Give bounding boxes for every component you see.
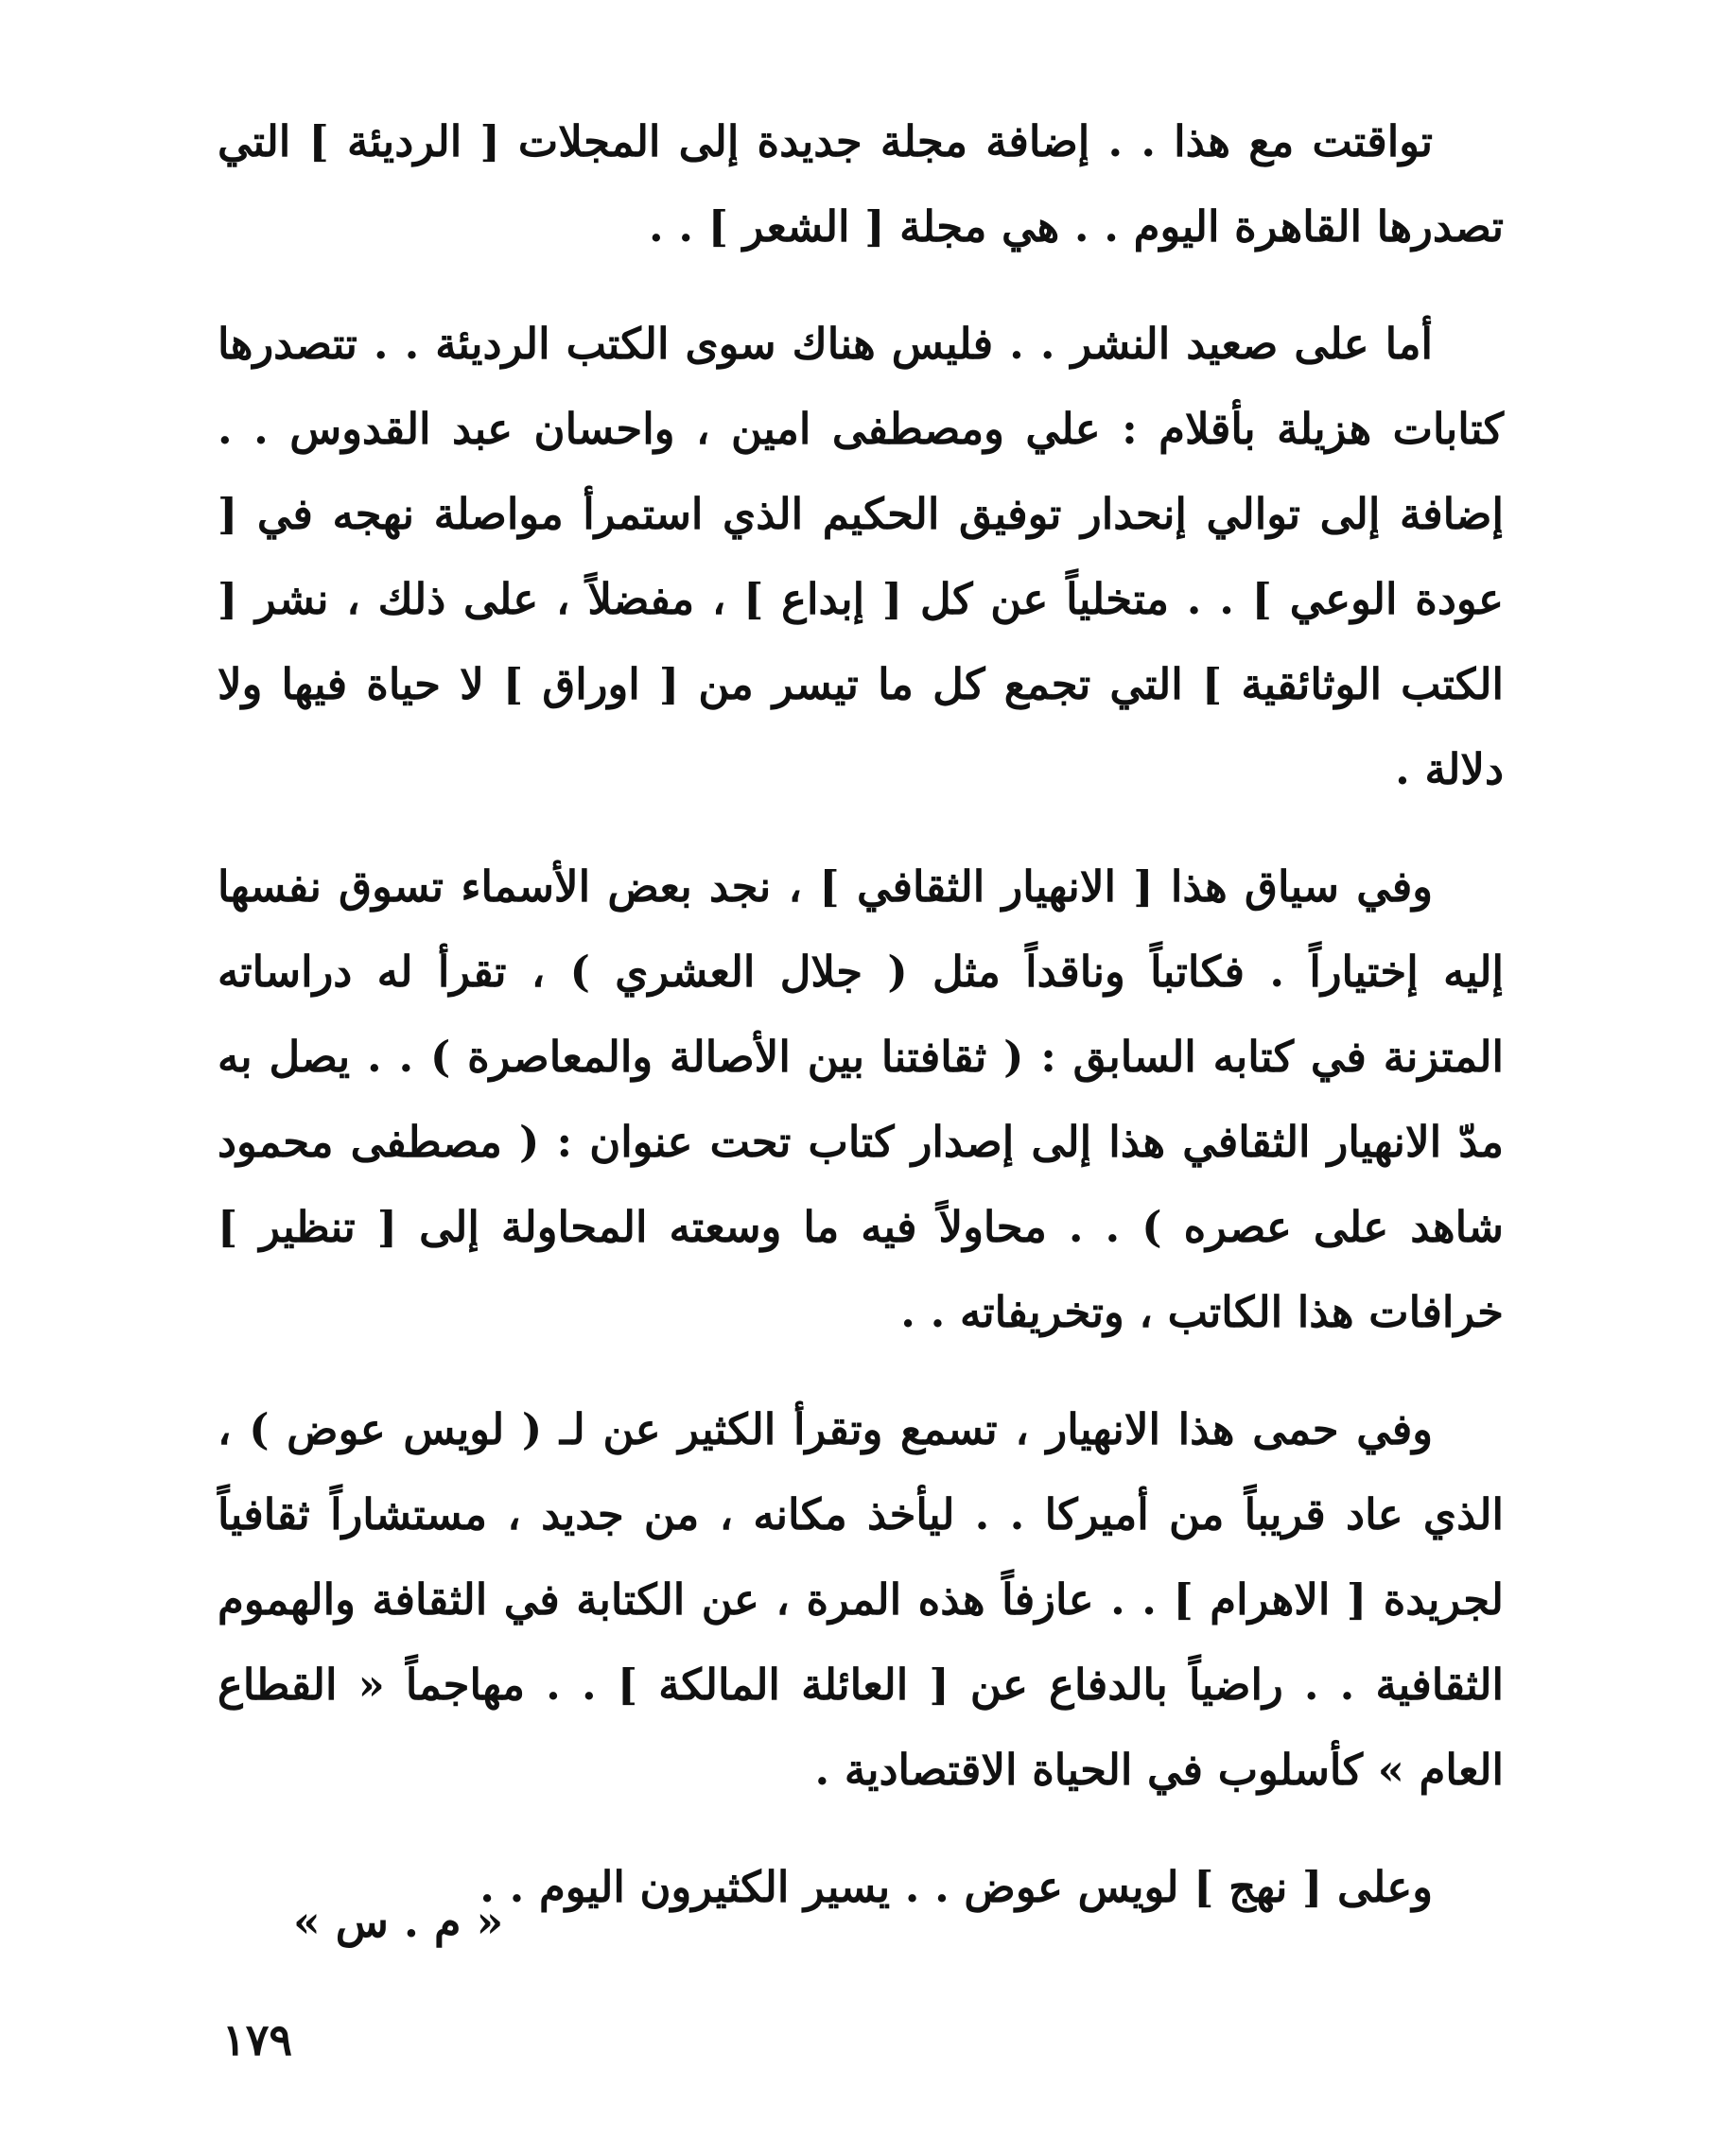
paragraph-2: أما على صعيد النشر . . فليس هناك سوى الكتب الرديئة . . تتصدرها كتابات هزيلة بأقلام : علي ومصطفى امين ، واحسان عبد القدوس . . إضافة إلى توالي إنحدار توفيق الحكيم الذي استمرأ مواصلة نهجه في [ عودة الوعي ] . . متخلياً عن كل [ إبداع ] ، مفضلاً ، على ذلك ، نشر [ الكتب الوثائقية ] التي تجمع كل ما تيسر من [ اوراق ] لا حياة فيها ولا دلالة . — [218, 319, 1504, 794]
page-body — [218, 99, 1504, 2085]
paragraph-5: وعلى [ نهج ] لويس عوض . . يسير الكثيرون اليوم . . — [479, 1862, 1433, 1912]
paragraph-4: وفي حمى هذا الانهيار ، تسمع وتقرأ الكثير عن لـ ( لويس عوض ) ، الذي عاد قريباً من أميركا . . ليأخذ مكانه ، من جديد ، مستشاراً ثقافياً لجريدة [ الاهرام ] . . عازفاً هذه المرة ، عن الكتابة في الثقافة والهموم الثقافية . . راضياً بالدفاع عن [ العائلة المالكة ] . . مهاجماً « القطاع العام » كأسلوب في الحياة الاقتصادية . — [218, 1404, 1504, 1795]
paragraph-1: تواقتت مع هذا . . إضافة مجلة جديدة إلى المجلات [ الرديئة ] التي تصدرها القاهرة اليوم . . هي مجلة [ الشعر ] . . — [218, 116, 1504, 252]
author-initials: « م . س » — [293, 1896, 504, 1947]
page-number: ١٧٩ — [222, 2014, 293, 2065]
paragraph-3: وفي سياق هذا [ الانهيار الثقافي ] ، نجد بعض الأسماء تسوق نفسها إليه إختياراً . فكاتباً وناقداً مثل ( جلال العشري ) ، تقرأ له دراساته المتزنة في كتابه السابق : ( ثقافتنا بين الأصالة والمعاصرة ) . . يصل به مدّ الانهيار الثقافي هذا إلى إصدار كتاب تحت عنوان : ( مصطفى محمود شاهد على عصره ) . . محاولاً فيه ما وسعته المحاولة إلى [ تنظير ] خرافات هذا الكاتب ، وتخريفاته . . — [218, 861, 1504, 1337]
